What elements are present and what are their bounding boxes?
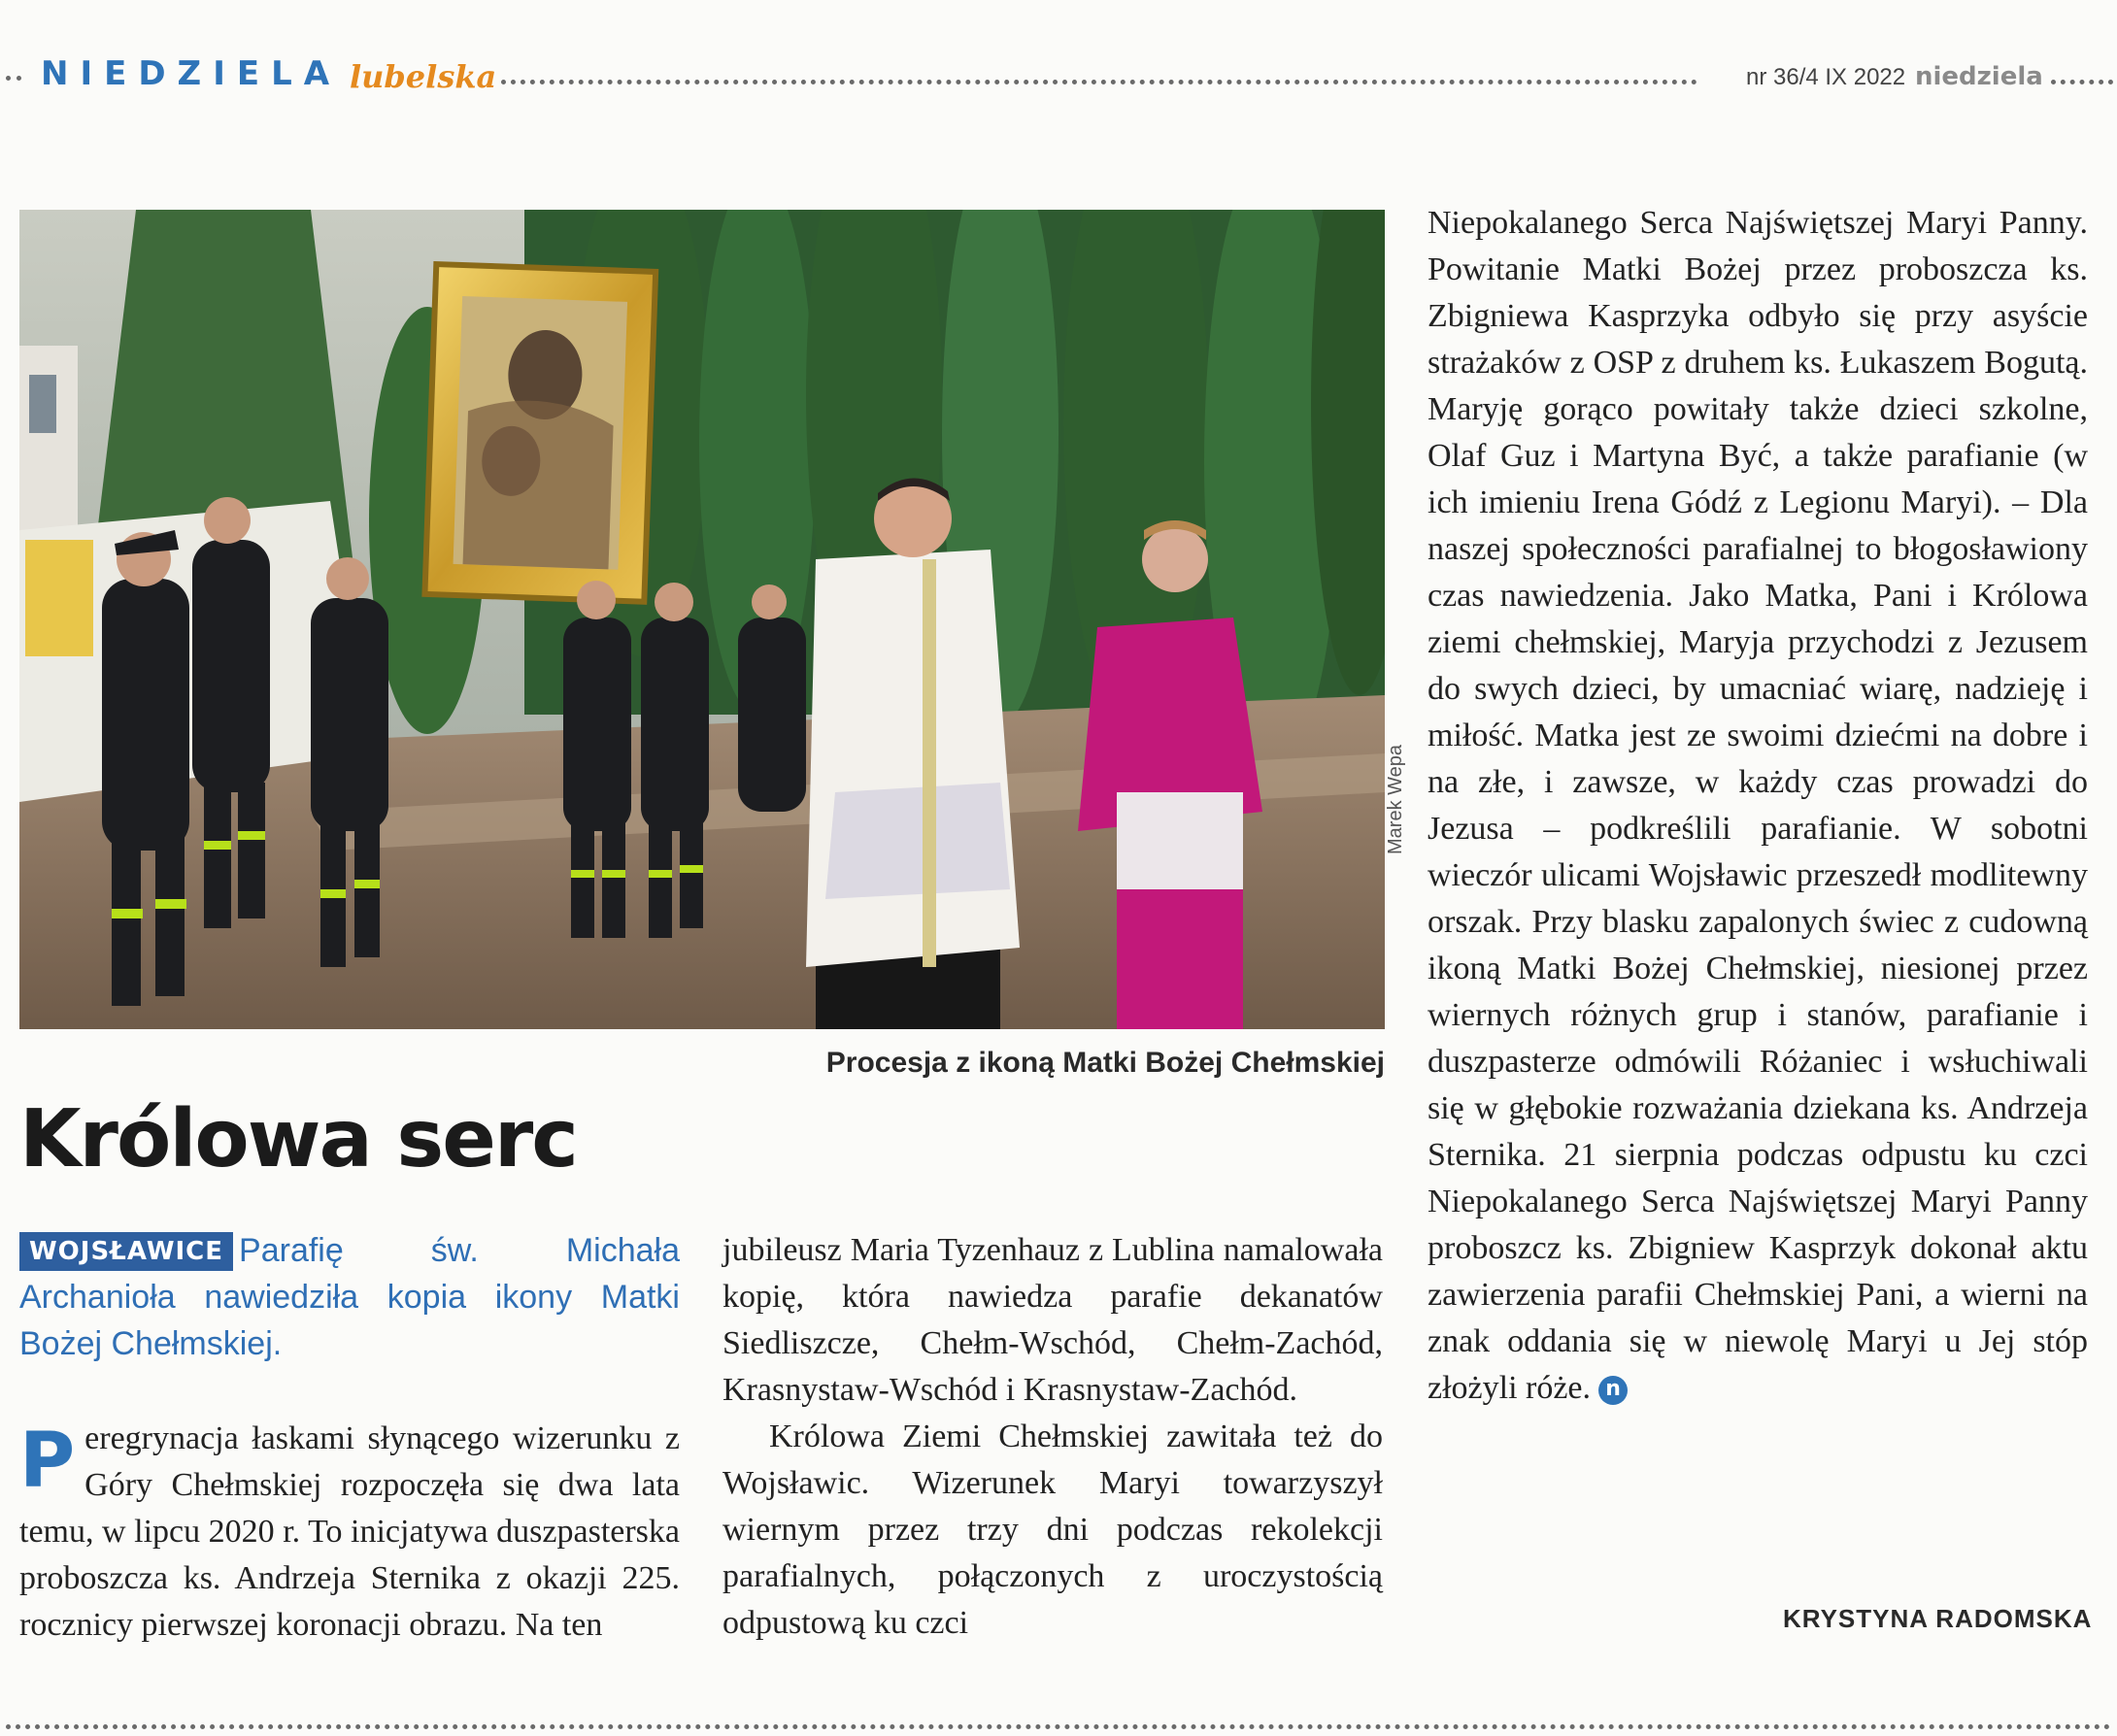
location-tag: WOJSŁAWICE [19,1232,233,1271]
end-mark-icon: n [1598,1376,1628,1405]
drop-cap: P [19,1418,76,1505]
column-3-text: Niepokalanego Serca Najświętszej Maryi Panny. Powitanie Matki Bożej przez proboszcza ks. Zbigniewa Kasprzyka odbyło się przy asyście strażaków z OSP z druhem ks. Łukaszem Bogutą. Maryję gorąco powitały także dzieci szkolne, Olaf Guz i Martyna Być, a także parafianie (w ich imieniu Irena Gódź z Legionu Maryi). – Dla naszej społeczności parafialnej to błogosławiony czas nawiedzenia. Jako Matka, Pani i Królowa ziemi chełmskiej, Maryja przychodzi z Jezusem do swych dzieci, by umacniać wiarę, nadzieję i miłość. Matka jest ze swoimi dziećmi na dobre i na złe, i zawsze, w każdy czas prowadzi do Jezusa – podkreślili parafianie. W sobotni wieczór ulicami Wojsławic przeszedł modlitewny orszak. Przy blasku zapalonych świec z cudowną ikoną Matki Bożej Chełmskiej, niesionej przez wiernych różnych grup i stanów, parafianie i duszpasterze odmówili Różaniec i wsłuchiwali się w głębokie rozważania dziekana ks. Andrzeja Sternika. 21 sierpnia podczas odpustu ku czci Niepokalanego Serca Najświętszej Maryi Panny proboszcz ks. Zbigniew Kasprzyk dokonał aktu zawierzenia parafii Chełmskiej Pani, a wierni na znak oddania się w niewolę Maryi u Jej stóp złożyli róże. [1428,205,2088,1406]
brand-title: NIEDZIELA [41,54,342,93]
procession-photo [19,210,1385,1029]
photo-credit: Marek Wepa [1385,744,1406,854]
header-dots-right [2051,80,2113,84]
column-2-paragraph-1: jubileusz Maria Tyzenhauz z Lublina namalowała kopię, która nawiedza parafie dekanatów Siedliszcze, Chełm-Wschód, Chełm-Zachód, Krasnystaw-Wschód i Krasnystaw-Zachód. [722,1232,1383,1408]
article-column-2 [722,1227,1383,1647]
column-1-text: eregrynacja łaskami słynącego wizerunku z Góry Chełmskiej rozpoczęła się dwa lata temu, w lipcu 2020 r. To inicjatywa duszpasterska proboszcza ks. Andrzeja Sternika z okazji 225. rocznicy pierwszej koronacji obrazu. Na ten [19,1420,680,1643]
article-headline: Królowa serc [19,1093,577,1185]
niedziela-logo: niedziela [1915,62,2043,91]
article-column-3 [1428,200,2088,1412]
photo-caption: Procesja z ikoną Matki Bożej Chełmskiej [825,1047,1385,1079]
column-2-paragraph-2: Królowa Ziemi Chełmskiej zawitała też do Wojsławic. Wizerunek Maryi towarzyszył wiernym przez trzy dni podczas rekolekcji parafialnych, połączonych z uroczystością odpustową ku czci [722,1419,1383,1641]
article-lead [19,1227,680,1367]
brand-subtitle: lubelska [350,58,497,95]
header-dots-left [6,76,21,81]
article-author: KRYSTYNA RADOMSKA [1783,1604,2093,1633]
footer-dots [6,1724,2111,1729]
issue-number: nr 36/4 IX 2022 [1746,64,1906,90]
lead-text: Parafię św. Michała Archanioła nawiedziła kopia ikony Matki Bożej Chełmskiej. [19,1232,680,1362]
article-column-1 [19,1416,680,1649]
header-dots-mid [501,80,1697,84]
